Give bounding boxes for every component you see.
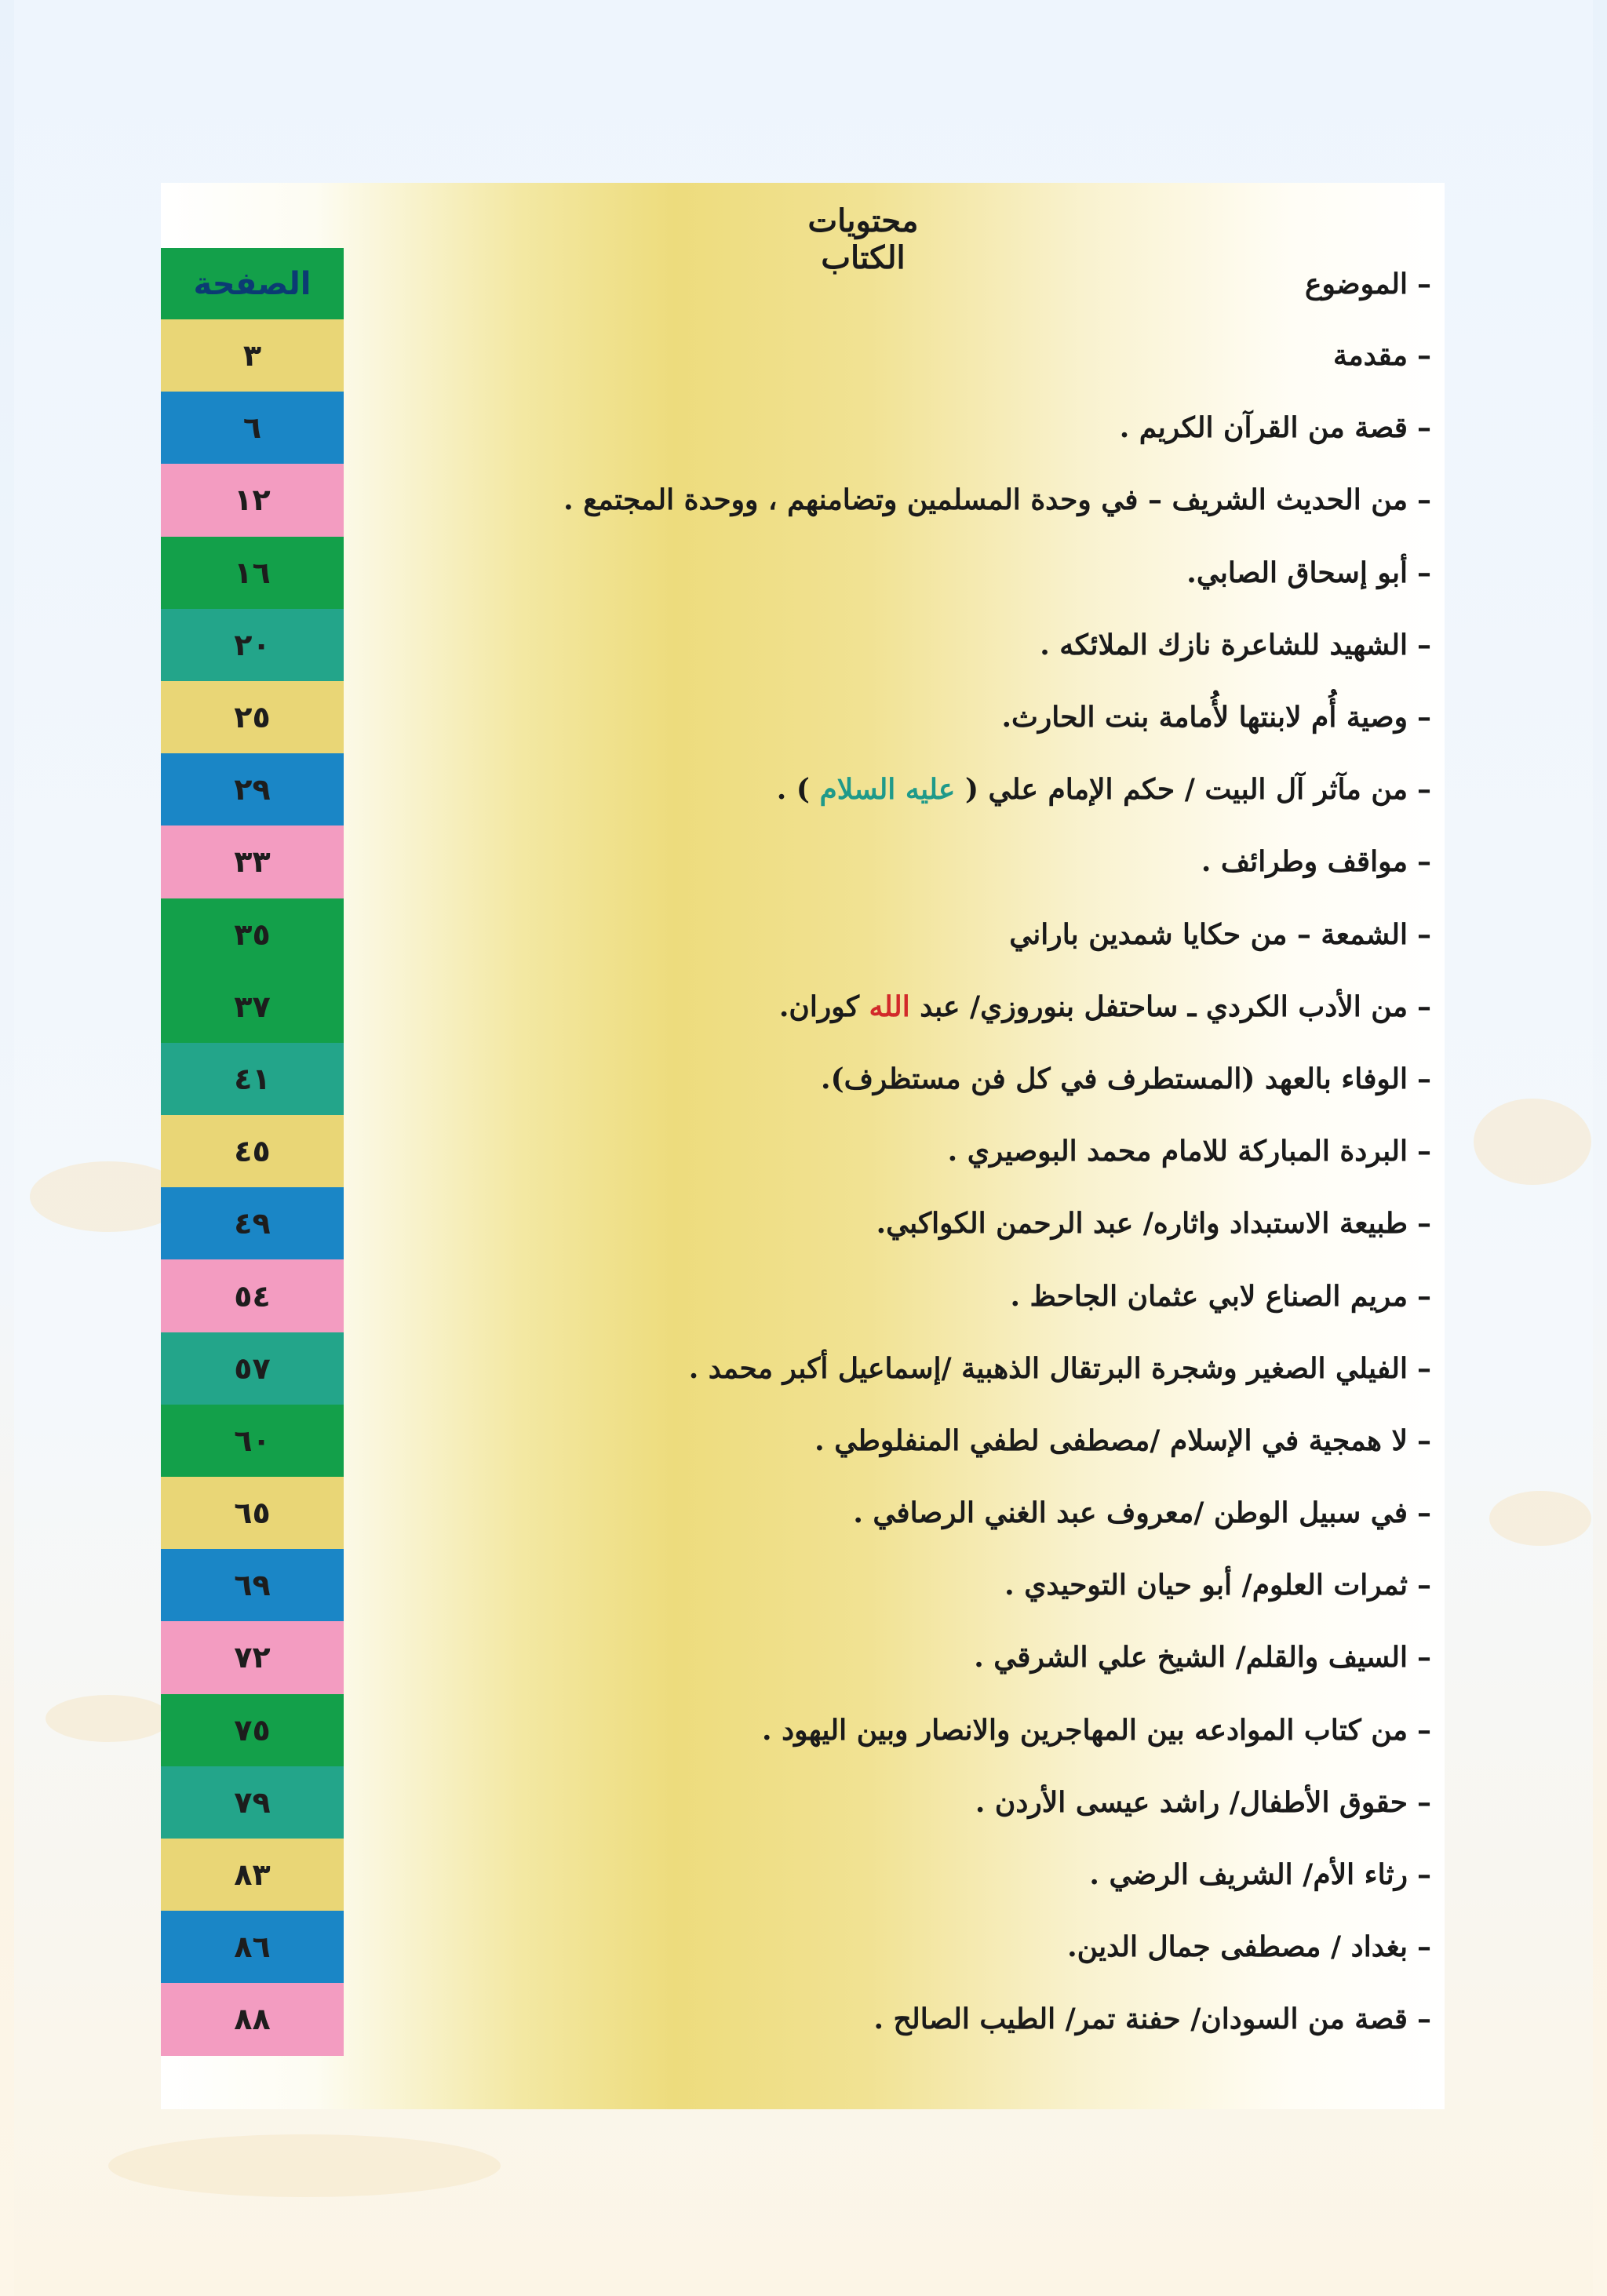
list-dash: – [1417,339,1431,373]
topic-entry [411,1694,1431,1766]
page-number: ٧٥ [161,1694,344,1766]
list-dash: – [1417,1641,1431,1675]
topic-text: السيف والقلم/ الشيخ علي الشرقي . [974,1641,1408,1675]
topic-text: الشهيد للشاعرة نازك الملائكه . [1040,628,1408,661]
list-dash: – [1417,1930,1431,1964]
list-dash: – [1417,1351,1431,1385]
list-dash: – [1417,2003,1431,2036]
topic-entry [411,753,1431,825]
page-number: ٤١ [161,1043,344,1115]
page-number: ٢٩ [161,753,344,825]
topic-entry [411,609,1431,681]
topic-text: البردة المباركة للامام محمد البوصيري . [947,1135,1408,1168]
topic-entry [411,1043,1431,1115]
topic-text: الشمعة – من حكايا شمدين باراني [1009,917,1408,951]
topic-text: مواقف وطرائف . [1201,845,1408,879]
topic-header-label: الموضوع [1304,267,1408,301]
page-number: ١٢ [161,464,344,536]
page-number: ٣٥ [161,898,344,971]
list-dash: – [1417,556,1431,589]
page-number: ٦٠ [161,1405,344,1477]
page-number: ٢٥ [161,681,344,753]
page-number: ٥٧ [161,1332,344,1405]
list-dash: – [1417,989,1431,1023]
page-number: ٢٠ [161,609,344,681]
list-dash: – [1417,1207,1431,1241]
topic-entry [411,1911,1431,1983]
topic-entry [411,1115,1431,1187]
topic-text: طبيعة الاستبداد واثاره/ عبد الرحمن الكواكبي. [876,1207,1408,1241]
list-dash: – [1417,1062,1431,1095]
list-dash: – [1417,773,1431,807]
list-dash: – [1417,1496,1431,1530]
page-number: ٨٣ [161,1839,344,1911]
list-dash: – [1417,1858,1431,1892]
topic-entry [411,1549,1431,1621]
topic-text: في سبيل الوطن /معروف عبد الغني الرصافي . [853,1496,1408,1530]
background-brush-stroke [108,2134,501,2197]
topic-text: من الأدب الكردي ـ ساحتفل بنوروزي/ عبد [920,989,1408,1023]
background-brush-stroke [1489,1491,1591,1546]
page-number: ٧٩ [161,1766,344,1839]
page-number: ٨٨ [161,1983,344,2055]
topic-text-end: كوران. [778,989,859,1023]
topic-text-end: ) . [776,773,810,807]
page-number: ٦٥ [161,1477,344,1549]
topic-text: من مآثر آل البيت / حكم الإمام علي ( [964,773,1408,807]
page-column-header: الصفحة [161,248,344,319]
topic-entry [411,971,1431,1043]
topic-text: قصة من القرآن الكريم . [1119,411,1408,445]
list-dash: – [1417,845,1431,879]
page-number: ٦ [161,392,344,464]
page-number: ٤٥ [161,1115,344,1187]
list-dash: – [1417,1713,1431,1747]
topic-text: أبو إسحاق الصابي. [1186,556,1408,589]
background-brush-stroke [1474,1099,1591,1185]
list-dash: – [1417,1423,1431,1457]
topics-column [411,248,1431,2056]
topic-text: الفيلي الصغير وشجرة البرتقال الذهبية /إسماعيل أكبر محمد . [688,1351,1408,1385]
background-brush-stroke [46,1695,171,1742]
list-dash: – [1417,917,1431,951]
list-dash: – [1417,483,1431,517]
topic-entry [411,1187,1431,1259]
topic-text: مقدمة [1333,339,1408,373]
list-dash: – [1417,628,1431,661]
topic-entry [411,681,1431,753]
topic-entry [411,1405,1431,1477]
page-number: ٣٧ [161,971,344,1043]
topic-entry [411,825,1431,898]
page-number: ١٦ [161,537,344,609]
topic-column-header [411,248,1431,319]
topic-text: قصة من السودان/ حفنة تمر/ الطيب الصالح . [873,2003,1408,2036]
page-number: ٥٤ [161,1259,344,1332]
topic-entry [411,1621,1431,1693]
topic-entry [411,1332,1431,1405]
page-number: ٣ [161,319,344,392]
page-title: محتويات الكتاب [807,202,919,276]
list-dash: – [1417,1785,1431,1819]
topic-entry [411,319,1431,392]
topic-highlight: الله [869,989,910,1023]
list-dash: – [1417,267,1431,301]
page-number-column [161,248,344,2056]
list-dash: – [1417,411,1431,445]
topic-entry [411,537,1431,609]
list-dash: – [1417,1279,1431,1313]
topic-entry [411,1259,1431,1332]
list-dash: – [1417,701,1431,734]
topic-text: لا همجية في الإسلام /مصطفى لطفي المنفلوطي . [814,1423,1408,1457]
topic-text: من الحديث الشريف – في وحدة المسلمين وتضامنهم ، ووحدة المجتمع . [563,483,1408,517]
topic-text: ثمرات العلوم/ أبو حيان التوحيدي . [1004,1569,1408,1602]
topic-entry [411,898,1431,971]
page-number: ٧٢ [161,1621,344,1693]
topic-entry [411,392,1431,464]
topic-entry [411,1839,1431,1911]
page-number: ٦٩ [161,1549,344,1621]
list-dash: – [1417,1569,1431,1602]
page-number: ٣٣ [161,825,344,898]
topic-text: بغداد / مصطفى جمال الدين. [1067,1930,1408,1964]
list-dash: – [1417,1135,1431,1168]
topic-text: حقوق الأطفال/ راشد عيسى الأردن . [975,1785,1408,1819]
page-number: ٨٦ [161,1911,344,1983]
topic-text: مريم الصناع لابي عثمان الجاحظ . [1010,1279,1408,1313]
topic-entry [411,1983,1431,2055]
topic-text: رثاء الأم/ الشريف الرضي . [1089,1858,1408,1892]
topic-text: الوفاء بالعهد (المستطرف في كل فن مستظرف). [821,1062,1408,1095]
topic-text: من كتاب الموادعه بين المهاجرين والانصار وبين اليهود . [762,1713,1408,1747]
topic-highlight: عليه السلام [819,773,956,807]
topic-entry [411,464,1431,536]
topic-entry [411,1477,1431,1549]
topic-text: وصية أُم لابنتها لأُمامة بنت الحارث. [1001,701,1408,734]
topic-entry [411,1766,1431,1839]
page-number: ٤٩ [161,1187,344,1259]
